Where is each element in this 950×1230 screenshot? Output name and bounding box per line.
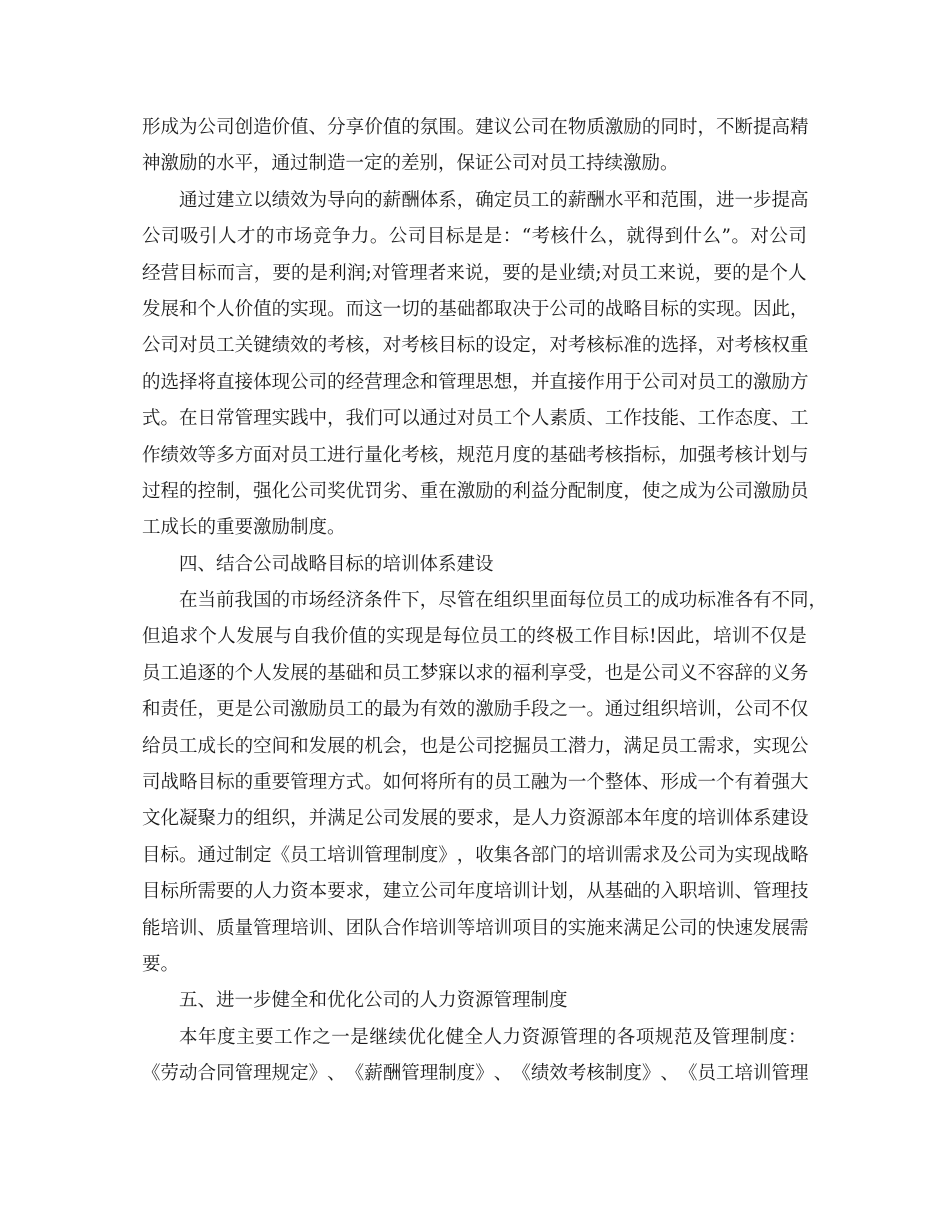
- paragraph-line: 《 劳 动 合 同 管 理 规 定 》 、 《 薪 酬 管 理 制 度 》 、 《 绩 效 考 核 制 度 》 、 《 员 工 培 训 管 理: [142, 1063, 809, 1085]
- paragraph-line: 发 展 和 个 人 价 值 的 实 现 。 而 这 一 切 的 基 础 都 取 决 于 公 司 的 战 略 目 标 的 实 现 。 因 此 ，: [142, 298, 809, 320]
- paragraph-line: 司 战 略 目 标 的 重 要 管 理 方 式 。 如 何 将 所 有 的 员 工 融 为 一 个 整 体 、 形 成 一 个 有 着 强 大: [142, 772, 809, 794]
- paragraph-line: 神激励的水平，通过制造一定的差别，保证公司对员工持续激励。: [142, 153, 679, 175]
- paragraph-line: 员 工 追 逐 的 个 人 发 展 的 基 础 和 员 工 梦 寐 以 求 的 福 利 享 受 ， 也 是 公 司 义 不 容 辞 的 义 务: [142, 662, 809, 684]
- paragraph-line: 工成长的重要激励制度。: [142, 517, 346, 539]
- paragraph-line: 要。: [142, 953, 180, 975]
- paragraph-line: 通 过 建 立 以 绩 效 为 导 向 的 薪 酬 体 系 ， 确 定 员 工 的 薪 酬 水 平 和 范 围 ， 进 一 步 提 高: [179, 189, 809, 211]
- paragraph-line: 经 营 目 标 而 言 ， 要 的 是 利 润 ; 对 管 理 者 来 说 ， 要 的 是 业 绩 ; 对 员 工 来 说 ， 要 的 是 个 人: [142, 262, 807, 284]
- paragraph-line: 过 程 的 控 制 ， 强 化 公 司 奖 优 罚 劣 、 重 在 激 励 的 利 益 分 配 制 度 ， 使 之 成 为 公 司 激 励 员: [142, 480, 809, 502]
- paragraph-line: 公 司 对 员 工 关 键 绩 效 的 考 核 ， 对 考 核 目 标 的 设 定 ， 对 考 核 标 准 的 选 择 ， 对 考 核 权 重: [142, 335, 809, 357]
- paragraph-line: 形 成 为 公 司 创 造 价 值 、 分 享 价 值 的 氛 围 。 建 议 公 司 在 物 质 激 励 的 同 时 ， 不 断 提 高 精: [142, 117, 809, 138]
- paragraph-line: 文 化 凝 聚 力 的 组 织 ， 并 满 足 公 司 发 展 的 要 求 ， 是 人 力 资 源 部 本 年 度 的 培 训 体 系 建 设: [142, 808, 809, 830]
- paragraph-line: 式 。 在 日 常 管 理 实 践 中 ， 我 们 可 以 通 过 对 员 工 个 人 素 质 、 工 作 技 能 、 工 作 态 度 、 工: [142, 408, 809, 430]
- section-heading: 四、结合公司战略目标的培训体系建设: [179, 553, 494, 575]
- paragraph-line: 的 选 择 将 直 接 体 现 公 司 的 经 营 理 念 和 管 理 思 想 ， 并 直 接 作 用 于 公 司 对 员 工 的 激 励 方: [142, 371, 809, 393]
- paragraph-line: 和 责 任 ， 更 是 公 司 激 励 员 工 的 最 为 有 效 的 激 励 手 段 之 一 。 通 过 组 织 培 训 ， 公 司 不 仅: [142, 699, 809, 721]
- paragraph-line: 给 员 工 成 长 的 空 间 和 发 展 的 机 会 ， 也 是 公 司 挖 掘 员 工 潜 力 ， 满 足 员 工 需 求 ， 实 现 公: [142, 735, 809, 757]
- paragraph-line: 但 追 求 个 人 发 展 与 自 我 价 值 的 实 现 是 每 位 员 工 的 终 极 工 作 目 标 ! 因 此 ， 培 训 不 仅 是: [142, 626, 807, 648]
- paragraph-line: 目 标 。 通 过 制 定 《 员 工 培 训 管 理 制 度 》 ， 收 集 各 部 门 的 培 训 需 求 及 公 司 为 实 现 战 略: [142, 844, 809, 866]
- paragraph-line: 目 标 所 需 要 的 人 力 资 本 要 求 ， 建 立 公 司 年 度 培 训 计 划 ， 从 基 础 的 入 职 培 训 、 管 理 技: [142, 881, 809, 903]
- paragraph-line: 在 当 前 我 国 的 市 场 经 济 条 件 下 ， 尽 管 在 组 织 里 面 每 位 员 工 的 成 功 标 准 各 有 不 同 ，: [179, 590, 828, 612]
- paragraph-line: 本 年 度 主 要 工 作 之 一 是 继 续 优 化 健 全 人 力 资 源 管 理 的 各 项 规 范 及 管 理 制 度 ：: [179, 1026, 807, 1048]
- paragraph-line: 作 绩 效 等 多 方 面 对 员 工 进 行 量 化 考 核 ， 规 范 月 度 的 基 础 考 核 指 标 ， 加 强 考 核 计 划 与: [142, 444, 809, 466]
- document-body: [142, 110, 828, 1093]
- paragraph-line: 公 司 吸 引 人 才 的 市 场 竞 争 力 。 公 司 目 标 是 是 ： “ 考 核 什 么 ， 就 得 到 什 么 ” 。 对 公 司: [142, 226, 807, 248]
- paragraph-line: 能 培 训 、 质 量 管 理 培 训 、 团 队 合 作 培 训 等 培 训 项 目 的 实 施 来 满 足 公 司 的 快 速 发 展 需: [142, 917, 809, 939]
- section-heading: 五、进一步健全和优化公司的人力资源管理制度: [179, 990, 568, 1012]
